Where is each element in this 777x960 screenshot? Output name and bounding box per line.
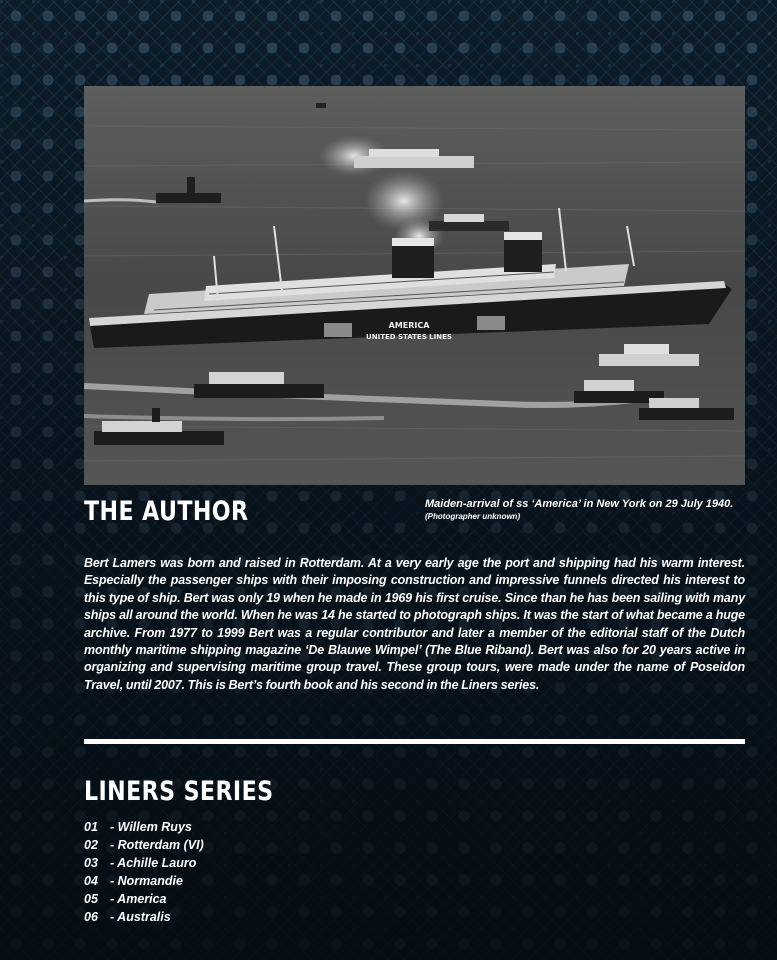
list-item-number: 05 <box>84 892 98 906</box>
list-item <box>84 908 204 926</box>
caption-credit: (Photographer unknown) <box>425 512 521 521</box>
list-item-title: - Willem Ruys <box>110 820 192 834</box>
list-item-title: - Australis <box>110 910 171 924</box>
list-item <box>84 836 204 854</box>
author-bio: Bert Lamers was born and raised in Rotterdam. At a very early age the port and shipping had his warm interest. Especially the passenger ships with their imposing construction and impressive funnels directed his interest to this type of ship. Bert was only 19 when he made in 1969 his first cruise. Since than he has been sailing with many ships all around the world. When he was 14 he started to photograph ships. It was the start of what became a huge archive. From 1977 to 1999 Bert was a regular contributor and later a member of the editorial staff of the Dutch monthly maritime shipping magazine ‘De Blauwe Wimpel’ (The Blue Riband). Bert was also for 20 years active in organizing and supervising maritime group travel. These group tours, were made under the name of Poseidon Travel, until 2007. This is Bert’s fourth book and his second in the Liners series. <box>84 556 745 692</box>
list-item-title: - Achille Lauro <box>110 856 197 870</box>
ship-photo-illustration <box>84 86 745 485</box>
caption-text: Maiden-arrival of ss ‘America’ in New York on 29 July 1940. <box>425 498 734 510</box>
hull-line-text: UNITED STATES LINES <box>366 333 452 341</box>
list-item <box>84 872 204 890</box>
photo-caption <box>425 498 745 522</box>
list-item <box>84 890 204 908</box>
hull-name-text: AMERICA <box>388 321 430 330</box>
liners-series-list <box>84 818 204 926</box>
section-divider <box>84 739 745 744</box>
list-item-number: 02 <box>84 838 98 852</box>
list-item-title: - Normandie <box>110 874 183 888</box>
list-item-number: 06 <box>84 910 98 924</box>
author-section-title: THE AUTHOR <box>84 496 249 527</box>
list-item <box>84 854 204 872</box>
list-item <box>84 818 204 836</box>
ship-photo <box>84 86 745 485</box>
list-item-number: 01 <box>84 820 98 834</box>
list-item-title: - America <box>110 892 167 906</box>
list-item-title: - Rotterdam (VI) <box>110 838 204 852</box>
list-item-number: 04 <box>84 874 98 888</box>
liners-series-title: LINERS SERIES <box>84 776 274 807</box>
list-item-number: 03 <box>84 856 98 870</box>
